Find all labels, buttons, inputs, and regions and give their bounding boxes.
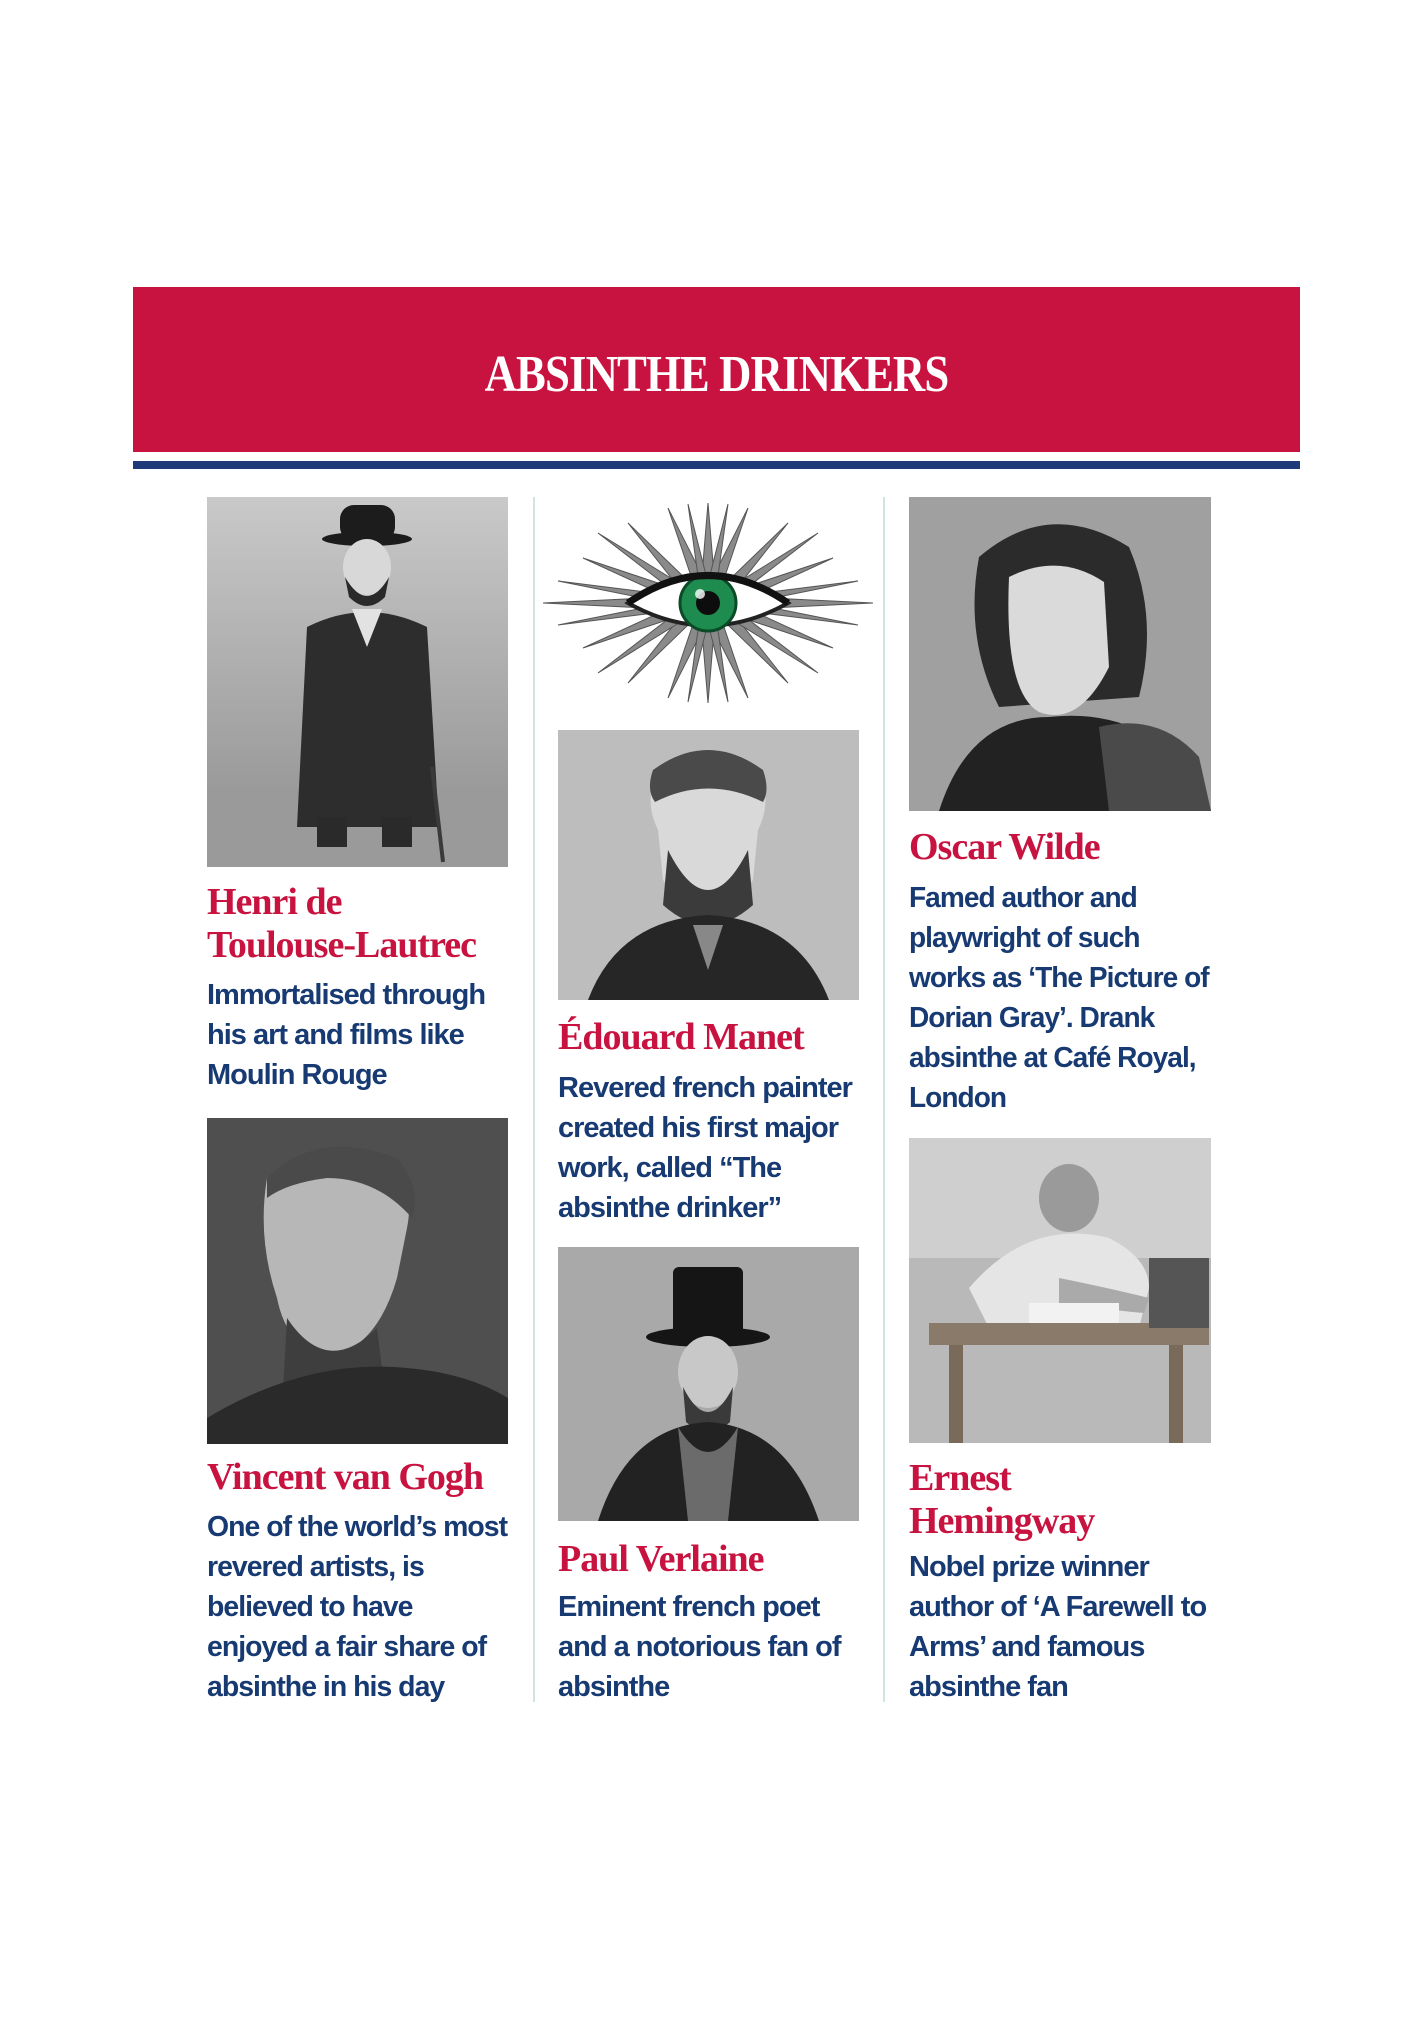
person-name: Vincent van Gogh bbox=[207, 1456, 484, 1498]
portrait-hemingway bbox=[909, 1138, 1211, 1443]
portrait-toulouse-lautrec bbox=[207, 497, 508, 867]
portrait-manet bbox=[558, 730, 859, 1000]
person-name: Paul Verlaine bbox=[558, 1538, 764, 1580]
page-title: ABSINTHE DRINKERS bbox=[484, 346, 949, 403]
portrait-oscar-wilde bbox=[909, 497, 1211, 811]
portrait-verlaine bbox=[558, 1247, 859, 1521]
column-divider-right bbox=[883, 497, 885, 1702]
person-description: Revered french painter created his first major work, called “The absinthe drinker” bbox=[558, 1072, 852, 1224]
person-name: Oscar Wilde bbox=[909, 826, 1100, 868]
person-description: Eminent french poet and a notorious fan of absinthe bbox=[558, 1591, 841, 1703]
title-rule bbox=[133, 461, 1300, 469]
eye-icon bbox=[543, 503, 873, 703]
person-description: Immortalised through his art and films like Moulin Rouge bbox=[207, 979, 486, 1091]
portrait-van-gogh bbox=[207, 1118, 508, 1444]
person-name: Édouard Manet bbox=[558, 1016, 804, 1058]
person-description: One of the world’s most revered artists, is believed to have enjoyed a fair share of absinthe in his day bbox=[207, 1511, 508, 1703]
person-description: Famed author and playwright of such works as ‘The Picture of Dorian Gray’. Drank absinthe at Café Royal, London bbox=[909, 882, 1209, 1114]
person-name: Henri de Toulouse-Lautrec bbox=[207, 881, 477, 966]
title-banner bbox=[133, 287, 1300, 452]
person-name: Ernest Hemingway bbox=[909, 1457, 1095, 1542]
person-description: Nobel prize winner author of ‘A Farewell to Arms’ and famous absinthe fan bbox=[909, 1551, 1207, 1703]
column-divider-left bbox=[533, 497, 535, 1702]
